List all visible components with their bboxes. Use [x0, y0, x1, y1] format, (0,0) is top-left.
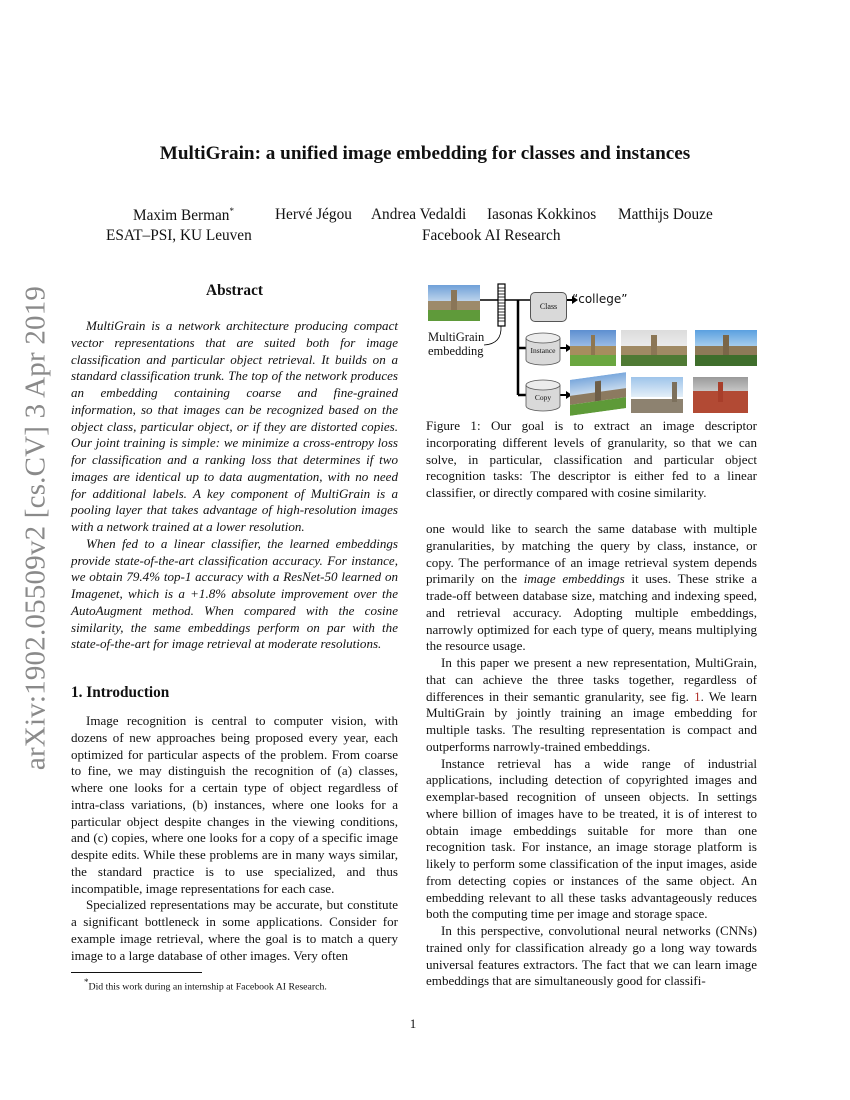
body-paragraph: Specialized representations may be accurate, but constitute a significant bottleneck in some applications. Consider for example image retrieval, where the goal is to match a query image to a large database of other images. Very often [71, 897, 398, 963]
body-paragraph: In this perspective, convolutional neural networks (CNNs) trained only for classification already go a long way towards universal features extractors. The fact that we can learn image embeddings that are simultaneously good for classifi- [426, 923, 757, 989]
figure-1 [426, 278, 761, 413]
embedding-label: MultiGrain embedding [428, 330, 485, 358]
class-output: “college” [572, 292, 628, 306]
abstract-paragraph: When fed to a linear classifier, the learned embeddings provide state-of-the-art classification accuracy. For instance, we obtain 79.4% top-1 accuracy with a ResNet-50 learned on Imagenet, which is a +1.8% absolute improvement over the AutoAugment method. When compared with the cosine similarity, the same embeddings perform on par with the state-of-the-art for image retrieval at moderate resolutions. [71, 535, 398, 652]
author-name: Andrea Vedaldi [371, 206, 467, 223]
class-classifier-box: Class [530, 292, 567, 322]
right-column-body [426, 521, 757, 990]
figure-reference-link[interactable]: 1 [694, 688, 701, 704]
figure-caption: Figure 1: Our goal is to extract an image descriptor incorporating different levels of granularity, so that we can solve, in particular, classification and particular object recognition tasks: The descriptor is either fed to a linear classifier, or directly compared with cosine similarity. [426, 418, 757, 500]
instance-database: Instance [530, 346, 556, 355]
affiliation: Facebook AI Research [422, 227, 561, 244]
abstract-body [71, 318, 398, 653]
abstract-paragraph: MultiGrain is a network architecture producing compact vector representations that are suited both for image classification and particular object retrieval. It builds on a standard classification trunk. The top of the network produces an embedding containing coarse and fine-grained information, so that images can be recognized based on the object class, particular object, or if they are distorted copies. Our joint training is simple: we minimize a cross-entropy loss for classification and a ranking loss that determines if two images are identical up to data augmentation, with no need for additional labels. A key component of MultiGrain is a pooling layer that takes advantage of high-resolution images with a network trained at a lower resolution. [71, 318, 398, 534]
arxiv-stamp [0, 0, 60, 1100]
copy-result-image [631, 377, 683, 413]
body-paragraph: Instance retrieval has a wide range of industrial applications, including detection of copyrighted images and exemplar-based recognition of unseen objects. In settings where billion of images have to be treated, it is of interest to obtain image embeddings suitable for more than one recognition task. For instance, an image storage platform is likely to perform some classification of the input images, aside from detecting copies or instances of the same object. An embedding relevant to all these tasks advantageously reduces both the computing time per image and storage space. [426, 755, 757, 922]
paper-title: MultiGrain: a unified image embedding for classes and instances [159, 143, 691, 164]
page-number: 1 [409, 1016, 417, 1031]
abstract-heading: Abstract [206, 282, 263, 299]
body-paragraph: Image recognition is central to computer vision, with dozens of new approaches being proposed every year, each optimized for particular aspects of the problem. From coarse to fine, we may distinguish the recognition of (a) classes, where one looks for a certain type of object regardless of intra-class variations, (b) instances, where one looks for a particular object despite changes in the viewing conditions, and (c) copies, where one looks for a copy of a specific image despite edits. While these problems are in many ways similar, the standard practice is to use specialized, and thus incompatible, image representations for each case. [71, 713, 398, 896]
copy-database: Copy [534, 393, 552, 402]
author-name: Hervé Jégou [275, 206, 352, 223]
body-paragraph: one would like to search the same database with multiple granularities, by matching the query by class, instance, or copy. The performance of an image retrieval system depends primarily on the image embeddings it uses. These strike a trade-off between database size, matching and indexing speed, and retrieval accuracy. Adopting multiple embeddings, narrowly optimized for each type of query, means multiplying the resource usage. [426, 521, 757, 654]
body-paragraph: In this paper we present a new representation, MultiGrain, that can achieve the three tasks together, regardless of differences in their semantic granularity, see fig. 1. We learn MultiGrain by jointly training an image embedding for multiple tasks. The resulting representation is compact and outperforms narrowly-trained embeddings. [426, 655, 757, 754]
copy-result-image [693, 377, 748, 413]
arxiv-id: arXiv:1902.05509v2 [cs.CV] 3 Apr 2019 [19, 285, 52, 771]
instance-result-image [621, 330, 687, 366]
footnote-rule [71, 972, 202, 973]
author-name: Matthijs Douze [618, 206, 713, 223]
query-image [428, 285, 480, 321]
introduction-body [71, 713, 398, 964]
instance-result-image [570, 330, 616, 366]
author-name: Maxim Berman* [133, 206, 234, 225]
section-heading: 1. Introduction [71, 684, 170, 701]
footnote: *Did this work during an internship at Facebook AI Research. [84, 977, 327, 993]
author-name: Iasonas Kokkinos [487, 206, 597, 223]
affiliation: ESAT–PSI, KU Leuven [106, 227, 252, 244]
instance-result-image [695, 330, 757, 366]
